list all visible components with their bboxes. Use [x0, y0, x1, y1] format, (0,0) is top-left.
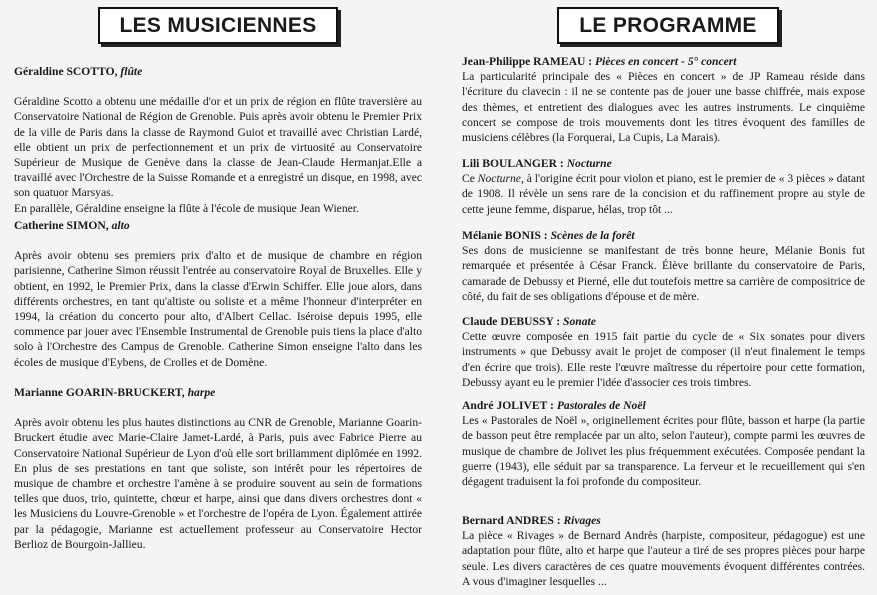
musician-instrument: flûte: [120, 65, 143, 78]
piece-description: Les « Pastorales de Noël », originellement écrites pour flûte, basson et harpe (la partie de basson peut être remplacée par un alto, selon l'auteur), compte parmi les œuvres de musique de chambre de Jolivet les plus fréquemment exécutées. Composée pendant la guerre (1943), elle séduit par sa transparence. La ferveur et le recueillement qui s'en dégagent traduisent la foi profonde du compositeur.: [462, 414, 865, 489]
bio-paragraph: Géraldine Scotto a obtenu une médaille d'or et un prix de région en flûte traversière au Conservatoire National de Région de Grenoble. Puis après avoir obtenu le Premier Prix de la ville de Paris dans la classe de Raymond Guiot et travaillé avec Christian Lardé, elle obtient un prix de perfectionnement et un prix de virtuosité au Conservatoire Supérieur de Musique de Genève dans la classe de Jean-Claude Hermanjat.Elle a travaillé avec l'Orchestre de la Suisse Romande et a enregistré un disque, en 1998, avec son quatuor Marsyas.: [14, 95, 422, 200]
piece-debussy: [462, 314, 865, 390]
work-title: Rivages: [563, 514, 601, 527]
text-emphasis: Nocturne: [477, 172, 521, 186]
piece-heading: [462, 156, 865, 171]
musician-heading: [14, 64, 422, 79]
piece-description: [462, 171, 865, 217]
musician-name: Géraldine SCOTTO,: [14, 65, 121, 78]
musicians-column: [14, 0, 422, 595]
musician-instrument: alto: [111, 219, 130, 232]
composer-name: Jean-Philippe RAMEAU :: [462, 55, 596, 68]
musician-heading: [14, 218, 422, 233]
musician-bio: [14, 415, 422, 552]
piece-bonis: [462, 228, 865, 304]
work-title: Scènes de la forêt: [550, 229, 635, 242]
text-fragment: Ce: [462, 172, 478, 186]
piece-andres: [462, 513, 865, 589]
bio-paragraph: Après avoir obtenu les plus hautes distinctions au CNR de Grenoble, Marianne Goarin-Bruckert étudie avec Marie-Claire Jamet-Lardé, à Paris, puis avec Fabrice Pierre au Conservatoire National Supérieur de Lyon d'où elle sort brillamment diplômée en 1992. En plus de ses prestations en tant que soliste, son intérêt pour les répertoires de musique de chambre et orchestre l'amène à se produire souvent au sein de formations telles que duos, trio, quintette, chœur et harpe, ainsi que dans divers orchestres dont « les Musiciens du Louvre-Grenoble » et l'orchestre de l'opéra de Lyon. Également attirée par la pédagogie, Marianne est actuellement professeur au Conservatoire Hector Berlioz de Bourgoin-Jallieu.: [14, 416, 422, 551]
programme-column: [462, 0, 865, 595]
musician-bio: [14, 94, 422, 216]
bio-paragraph: Après avoir obtenu ses premiers prix d'alto et de musique de chambre en région parisienne, Catherine Simon réussit l'entrée au conservatoire Royal de Bruxelles. Elle y obtient, en 1992, le Premier Prix, dans la classe d'Erwin Schiffer. Elle joue alors, dans différents orchestres, en tant qu'altiste ou soliste et a même l'honneur d'interpréter en 1994, la création du concerto pour alto, d'Albert Cellac. Iséroise depuis 1995, elle commence par jouer avec l'Ensemble Instrumental de Grenoble puis tiens la place d'alto solo à l'Orchestre des Campus de Grenoble. Catherine Simon enseigne l'alto dans les écoles de musique d'Eybens, de Crolles et de Domène.: [14, 249, 422, 369]
musician-name: Catherine SIMON,: [14, 219, 112, 232]
piece-heading: [462, 54, 865, 69]
piece-boulanger: [462, 156, 865, 217]
bio-paragraph: En parallèle, Géraldine enseigne la flûte à l'école de musique Jean Wiener.: [14, 201, 359, 215]
programme-title: LE PROGRAMME: [557, 7, 779, 44]
piece-rameau: [462, 54, 865, 145]
composer-name: Mélanie BONIS :: [462, 229, 551, 242]
piece-heading: [462, 398, 865, 413]
musician-simon: [14, 218, 422, 370]
piece-heading: [462, 513, 865, 528]
composer-name: Claude DEBUSSY :: [462, 315, 564, 328]
work-title: Pièces en concert - 5° concert: [595, 55, 737, 68]
piece-jolivet: [462, 398, 865, 489]
work-title: Pastorales de Noël: [556, 399, 646, 412]
musicians-title: LES MUSICIENNES: [98, 7, 338, 44]
musician-bio: [14, 248, 422, 370]
text-fragment: , à l'origine écrit pour violon et piano, est le premier de « 3 pièces » datant de 1908. Il révèle un sens rare de la concision et du raffinement propre au style de cette jeune femme, disparue, hélas, trop tôt ...: [462, 172, 865, 216]
musician-goarin-bruckert: [14, 385, 422, 552]
work-title: Nocturne: [566, 157, 612, 170]
work-title: Sonate: [563, 315, 596, 328]
musician-scotto: [14, 64, 422, 216]
piece-description: La particularité principale des « Pièces en concert » de JP Rameau réside dans l'écriture du clavecin : il ne se contente pas de jouer une basse chiffrée, mais expose des thèmes, et entretient des dialogues avec les autres instruments. Le cinquième concert se compose de trois mouvements dont les titres évoquent des familles de musiciens célèbres (la Forquerai, La Cupis, La Marais).: [462, 70, 865, 145]
piece-heading: [462, 314, 865, 329]
piece-description: Cette œuvre composée en 1915 fait partie du cycle de « Six sonates pour divers instruments » que Debussy avait le projet de composer (il n'eut finalement le temps d'en écrire que trois). Elle reste l'œuvre maîtresse du répertoire pour cette formation, Debussy ayant eu le premier l'idée d'associer ces trois timbres.: [462, 330, 865, 389]
musician-instrument: harpe: [187, 386, 216, 399]
musician-name: Marianne GOARIN-BRUCKERT,: [14, 386, 188, 399]
composer-name: André JOLIVET :: [462, 399, 557, 412]
composer-name: Bernard ANDRES :: [462, 514, 564, 527]
piece-description: Ses dons de musicienne se manifestant de très bonne heure, Mélanie Bonis fut remarquée et présentée à César Franck. Élève brillante du conservatoire de Paris, camarade de Debussy et Pierné, elle dut toutefois mettre sa carrière de compositrice de côté, du fait de ses obligations d'épouse et de mère.: [462, 244, 865, 303]
musician-heading: [14, 385, 422, 400]
piece-heading: [462, 228, 865, 243]
piece-description: La pièce « Rivages » de Bernard Andrès (harpiste, compositeur, pédagogue) est une adaptation pour flûte, alto et harpe que l'auteur a tiré de ses propres pièces pour harpe seule. Les divers caractères de ces quatre mouvements évoquent différentes contrées. A vous d'imaginer lesquelles ...: [462, 529, 865, 588]
composer-name: Lili BOULANGER :: [462, 157, 567, 170]
